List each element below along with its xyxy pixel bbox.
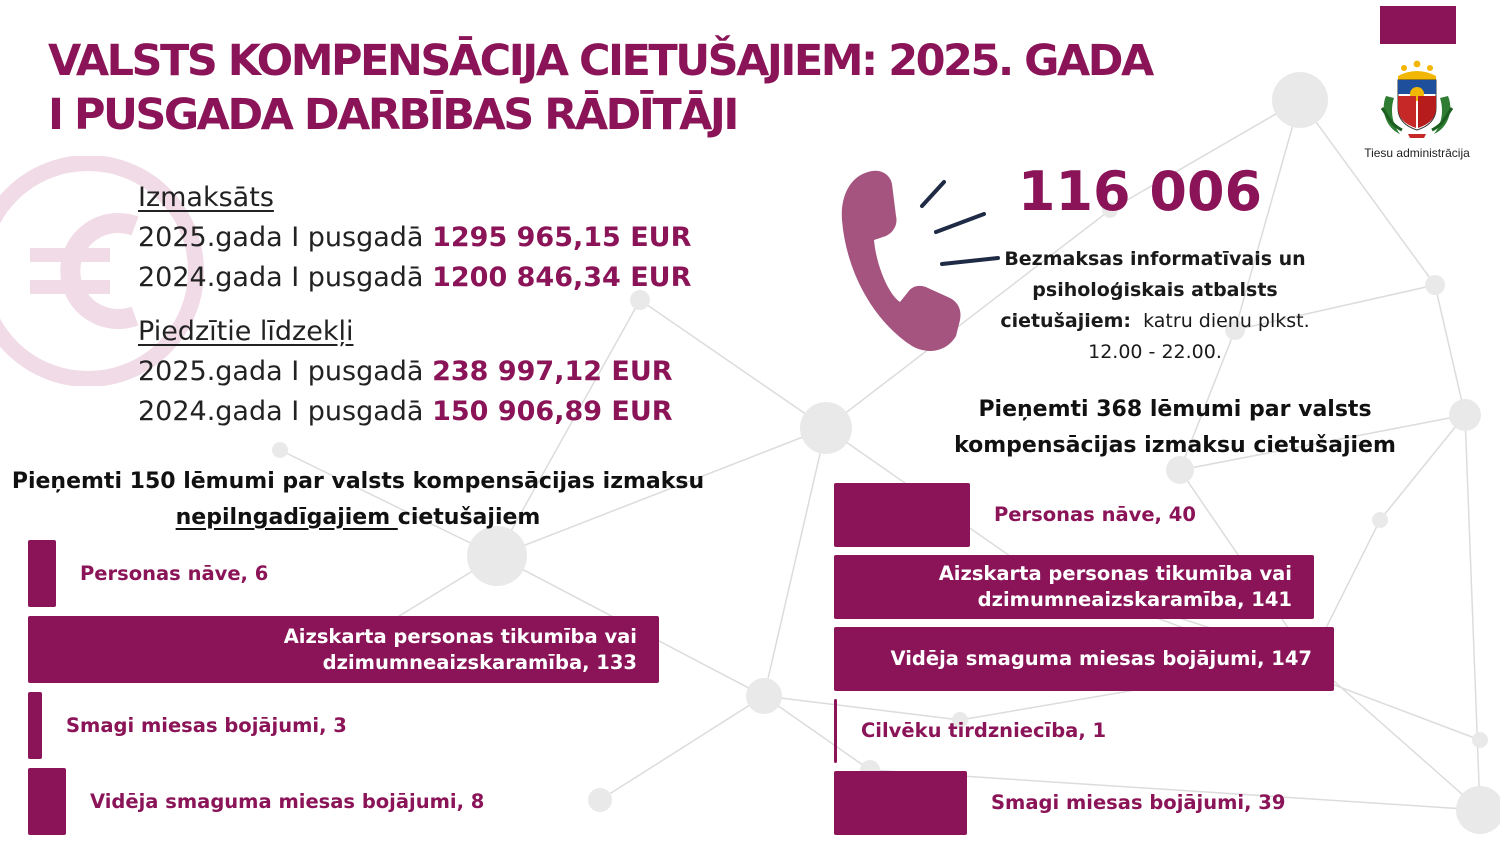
bar-label	[991, 790, 1285, 816]
paid-value: 1200 846,34 EUR	[432, 262, 692, 293]
bar-label-line: dzimumneaizskaramība, 141	[977, 588, 1292, 611]
bar-label-line: Vidēja smaguma miesas bojājumi, 8	[90, 789, 485, 813]
recovered-row: 2024.gada I pusgadā 150 906,89 EUR	[138, 396, 673, 427]
title-line-2: I PUSGADA DARBĪBAS RĀDĪTĀJI	[48, 90, 737, 140]
title-line-1: VALSTS KOMPENSĀCIJA CIETUŠAJIEM: 2025. GADA	[48, 36, 1152, 86]
bar-label	[994, 502, 1196, 528]
paid-value: 1295 965,15 EUR	[432, 222, 692, 253]
bar-label-line: Vidēja smaguma miesas bojājumi, 147	[890, 647, 1312, 670]
bar	[834, 771, 967, 835]
hotline-description: Bezmaksas informatīvais un psiholoģiskais atbalsts cietušajiem: katru dienu plkst. 12.00 - 22.00.	[1000, 248, 1310, 363]
recovered-heading: Piedzītie līdzekļi	[138, 316, 354, 347]
minors-chart-title: Pieņemti 150 lēmumi par valsts kompensācijas izmaksu nepilngadīgajiem cietušajiem	[11, 469, 705, 530]
bar-label-line: Smagi miesas bojājumi, 3	[66, 713, 347, 737]
bar-label	[891, 646, 1313, 672]
all-victims-chart-title: Pieņemti 368 lēmumi par valsts kompensācijas izmaksu cietušajiem	[954, 397, 1396, 458]
bar-label-line: Smagi miesas bojājumi, 39	[991, 791, 1286, 814]
recovered-value: 238 997,12 EUR	[432, 356, 673, 387]
bar-label-line: dzimumneaizskaramība, 133	[322, 650, 637, 674]
recovered-value: 150 906,89 EUR	[432, 396, 673, 427]
hotline-number: 116 006	[1017, 160, 1263, 223]
bar	[834, 483, 970, 547]
bar-label	[861, 718, 1106, 744]
bar-label-line: Cilvēku tirdzniecība, 1	[861, 719, 1107, 742]
paid-row: 2025.gada I pusgadā 1295 965,15 EUR	[138, 222, 692, 253]
bar-label-line: Aizskarta personas tikumība vai	[938, 562, 1292, 585]
paid-row: 2024.gada I pusgadā 1200 846,34 EUR	[138, 262, 692, 293]
bar-label-line: Aizskarta personas tikumība vai	[283, 624, 637, 648]
bar-label-line: Personas nāve, 40	[994, 503, 1196, 526]
bar	[834, 699, 837, 763]
bar-label	[939, 561, 1292, 613]
organization-name: Tiesu administrācija	[1364, 146, 1470, 160]
bar-label-line: Personas nāve, 6	[80, 561, 269, 585]
recovered-row: 2025.gada I pusgadā 238 997,12 EUR	[138, 356, 673, 387]
paid-heading: Izmaksāts	[138, 182, 274, 213]
